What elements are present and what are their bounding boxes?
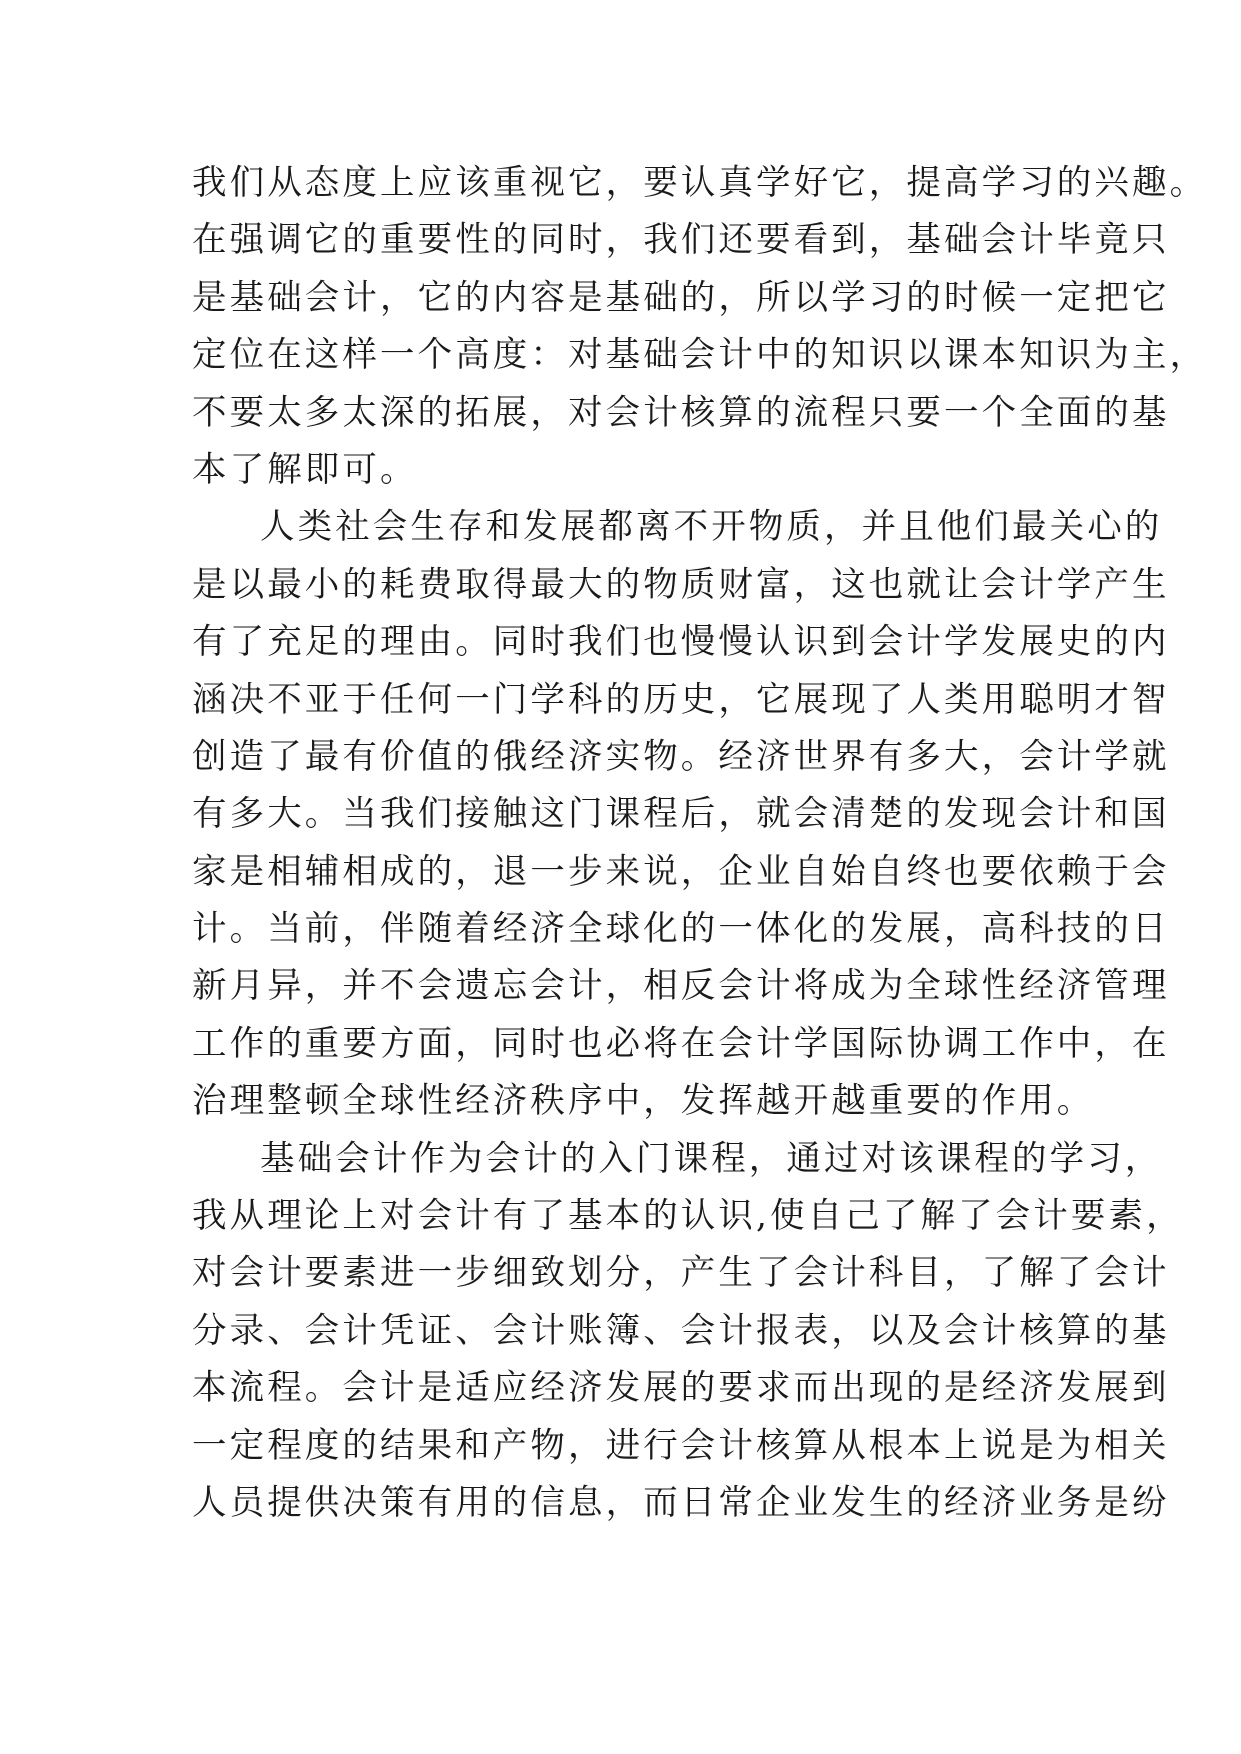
text-line: 我们从态度上应该重视它，要认真学好它，提高学习的兴趣。: [192, 163, 1208, 203]
text-line: 本了解即可。: [192, 449, 418, 490]
text-line: 在强调它的重要性的同时，我们还要看到，基础会计毕竟只: [192, 220, 1170, 261]
document-body: [192, 155, 1208, 1532]
text-line-first: 基础会计作为会计的入门课程，通过对该课程的学习，: [260, 1138, 1163, 1179]
text-line: 有了充足的理由。同时我们也慢慢认识到会计学发展史的内: [192, 622, 1170, 663]
text-line: 我从理论上对会计有了基本的认识,使自己了解了会计要素，: [192, 1196, 1184, 1237]
text-line: 分录、会计凭证、会计账簿、会计报表，以及会计核算的基: [192, 1310, 1170, 1351]
text-line-first: 人类社会生存和发展都离不开物质，并且他们最关心的: [260, 507, 1163, 548]
text-line: 人员提供决策有用的信息，而日常企业发生的经济业务是纷: [192, 1482, 1170, 1523]
text-line: 计。当前，伴随着经济全球化的一体化的发展，高科技的日: [192, 909, 1170, 950]
paragraph-2: [192, 499, 1170, 1130]
text-line: 是以最小的耗费取得最大的物质财富，这也就让会计学产生: [192, 564, 1170, 605]
text-line: 新月异，并不会遗忘会计，相反会计将成为全球性经济管理: [192, 966, 1170, 1007]
text-line: 治理整顿全球性经济秩序中，发挥越开越重要的作用。: [192, 1081, 1095, 1122]
text-line: 不要太多太深的拓展，对会计核算的流程只要一个全面的基: [192, 392, 1170, 433]
paragraph-1: [192, 155, 1208, 499]
text-line: 一定程度的结果和产物，进行会计核算从根本上说是为相关: [192, 1425, 1170, 1466]
text-line: 是基础会计，它的内容是基础的，所以学习的时候一定把它: [192, 277, 1170, 318]
text-line: 创造了最有价值的俄经济实物。经济世界有多大，会计学就: [192, 736, 1170, 777]
text-line: 本流程。会计是适应经济发展的要求而出现的是经济发展到: [192, 1368, 1170, 1409]
text-line: 有多大。当我们接触这门课程后，就会清楚的发现会计和国: [192, 794, 1170, 835]
paragraph-3: [192, 1131, 1184, 1533]
text-line: 涵决不亚于任何一门学科的历史，它展现了人类用聪明才智: [192, 679, 1170, 720]
text-line: 对会计要素进一步细致划分，产生了会计科目，了解了会计: [192, 1253, 1170, 1294]
text-line: 家是相辅相成的，退一步来说，企业自始自终也要依赖于会: [192, 851, 1170, 892]
text-line: 工作的重要方面，同时也必将在会计学国际协调工作中，在: [192, 1023, 1170, 1064]
text-line: 定位在这样一个高度：对基础会计中的知识以课本知识为主，: [192, 335, 1208, 376]
